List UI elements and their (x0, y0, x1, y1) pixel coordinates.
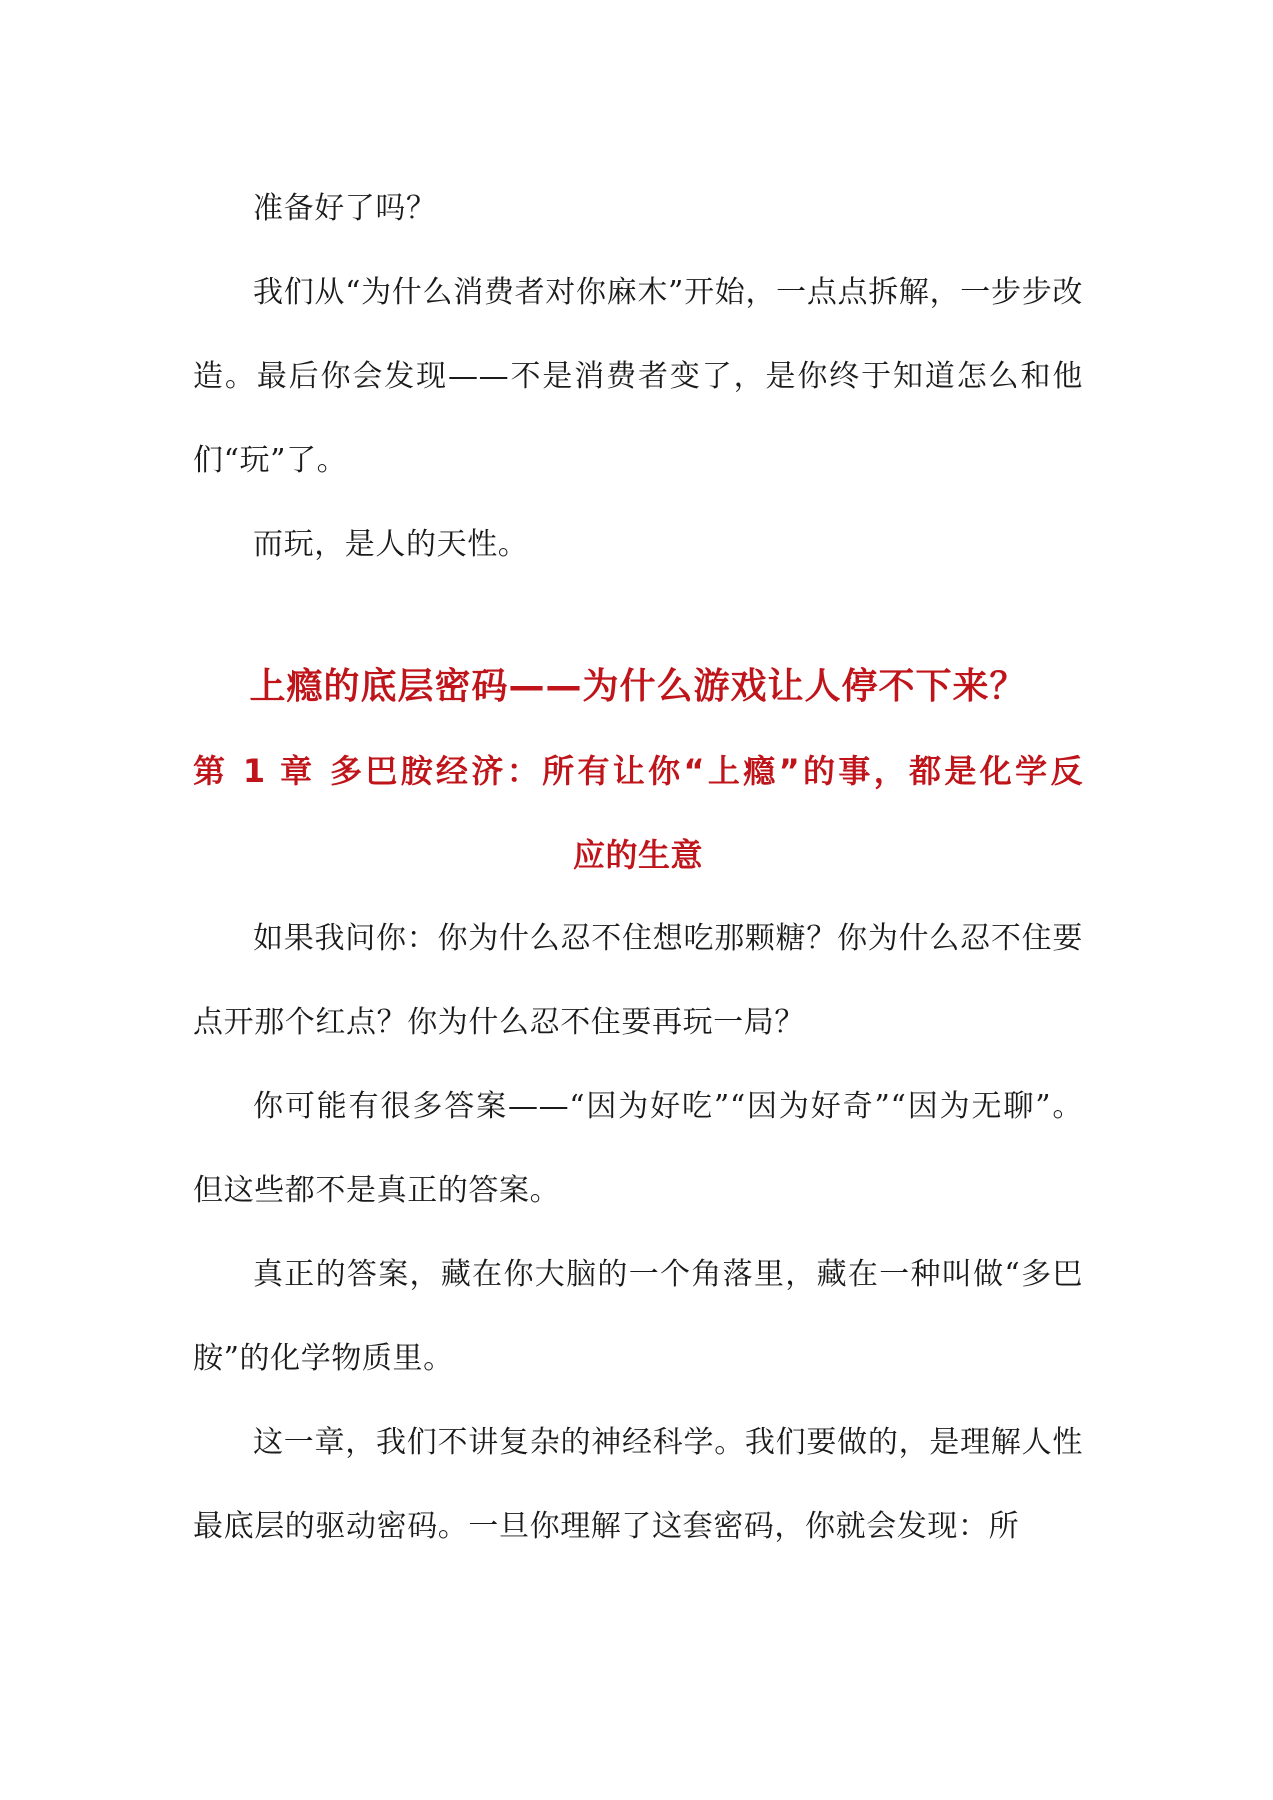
page-content (193, 167, 1083, 1569)
chapter-paragraph-1: 如果我问你：你为什么忍不住想吃那颗糖？你为什么忍不住要点开那个红点？你为什么忍不住要再玩一局？ (193, 921, 1083, 1040)
chapter-title (193, 729, 1083, 897)
intro-paragraph-2: 我们从“为什么消费者对你麻木”开始，一点点拆解，一步步改造。最后你会发现——不是消费者变了，是你终于知道怎么和他们“玩”了。 (193, 275, 1083, 478)
intro-paragraph-3: 而玩，是人的天性。 (253, 527, 529, 562)
section-gap (193, 587, 1083, 665)
chapter-title-line-2: 应的生意 (572, 836, 703, 874)
chapter-paragraph-4: 这一章，我们不讲复杂的神经科学。我们要做的，是理解人性最底层的驱动密码。一旦你理解了这套密码，你就会发现：所 (193, 1425, 1083, 1544)
chapter-paragraph-2: 你可能有很多答案——“因为好吃”“因为好奇”“因为无聊”。但这些都不是真正的答案。 (193, 1089, 1083, 1208)
chapter-paragraph-3: 真正的答案，藏在你大脑的一个角落里，藏在一种叫做“多巴胺”的化学物质里。 (193, 1257, 1083, 1376)
intro-paragraph-1: 准备好了吗？ (253, 191, 437, 226)
part-title: 上瘾的底层密码——为什么游戏让人停不下来？ (249, 666, 1027, 707)
chapter-title-line-1: 第 1 章 多巴胺经济：所有让你“上瘾”的事，都是化学反 (193, 752, 1083, 790)
